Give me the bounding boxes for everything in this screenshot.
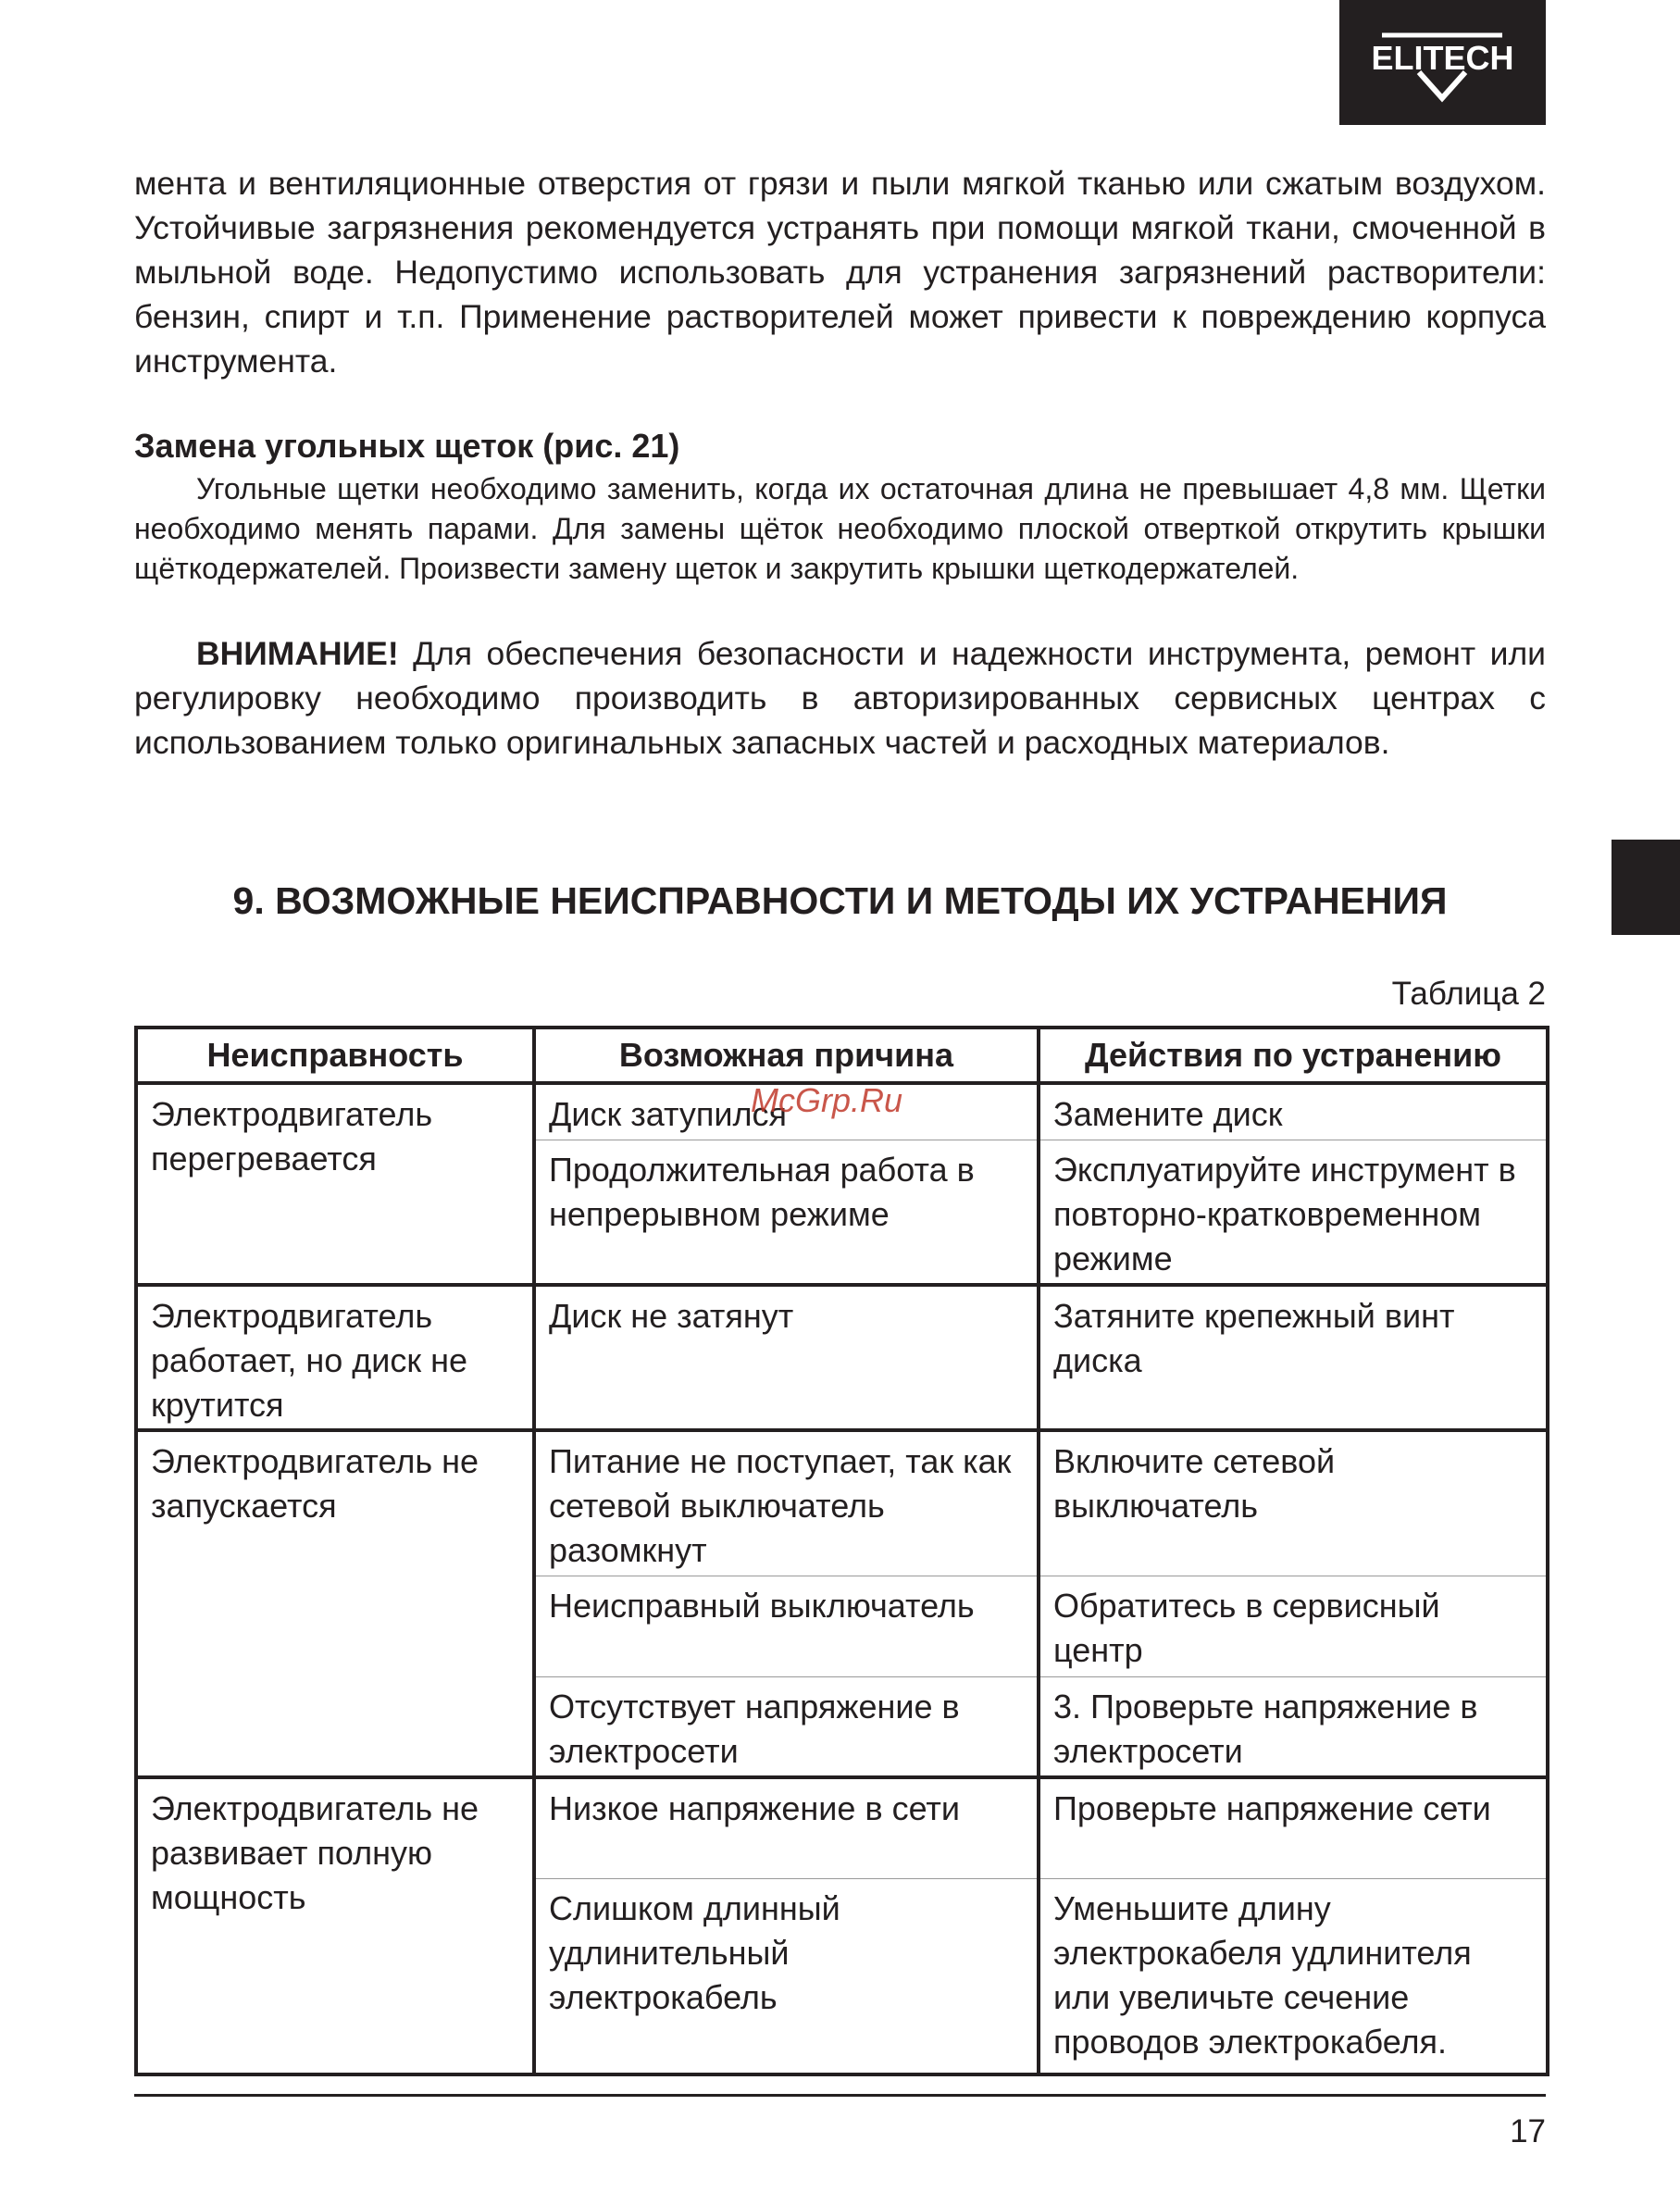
action-cell: Эксплуатируйте инструмент в повторно-кратковременном режиме <box>1039 1140 1548 1285</box>
watermark: McGrp.Ru <box>751 1081 903 1119</box>
fault-cell: Электродвигатель не запускается <box>136 1430 534 1777</box>
cause-cell: Диск затупился <box>534 1083 1039 1140</box>
brushes-text: Угольные щетки необходимо заменить, когда их остаточная длина не превышает 4,8 мм. Щетки необходимо менять парами. Для замены щёток необходимо плоской отверткой открутить крышки щёткодержателей. Произвести замену щеток и закрутить крышки щеткодержателей. <box>134 472 1546 585</box>
header-fault: Неисправность <box>136 1028 534 1083</box>
header-cause: Возможная причина <box>534 1028 1039 1083</box>
footer-divider <box>134 2094 1546 2097</box>
warning-text: Для обеспечения безопасности и надежности инструмента, ремонт или регулировку необходимо производить в авторизированных сервисных центрах с использованием только оригинальных запасных частей и расходных материалов. <box>134 635 1546 761</box>
action-cell: Обратитесь в сервисный центр <box>1039 1576 1548 1676</box>
paragraph-cleaning: мента и вентиляционные отверстия от грязи и пыли мягкой тканью или сжатым воздухом. Устойчивые загрязнения рекомендуется устранять при помощи мягкой ткани, смоченной в мыльной воде. Недопустимо использовать для устранения загрязнений растворители: бензин, спирт и т.п. Применение растворителей может привести к повреждению корпуса инструмента. <box>134 165 1546 380</box>
table-header-row <box>136 1028 1548 1083</box>
warning-paragraph <box>134 631 1546 765</box>
cause-cell: Диск не затянут <box>534 1285 1039 1430</box>
cause-cell: Низкое напряжение в сети <box>534 1777 1039 1878</box>
faults-table <box>134 1026 1549 2076</box>
cause-cell: Отсутствует напряжение в электросети <box>534 1676 1039 1777</box>
brushes-paragraph <box>134 469 1546 589</box>
action-cell: 3. Проверьте напряжение в электросети <box>1039 1676 1548 1777</box>
action-cell: Включите сетевой выключатель <box>1039 1430 1548 1576</box>
cause-cell: Неисправный выключатель <box>534 1576 1039 1676</box>
brand-logo <box>1339 0 1546 125</box>
warning-label: ВНИМАНИЕ! <box>196 635 399 672</box>
side-tab-marker <box>1612 840 1680 935</box>
brushes-heading: Замена угольных щеток (рис. 21) <box>134 427 680 465</box>
table-row <box>136 1430 1548 1576</box>
table-label: Таблица 2 <box>1391 976 1546 1012</box>
fault-cell: Электродвигатель перегревается <box>136 1083 534 1285</box>
cause-cell: Продолжительная работа в непрерывном режиме <box>534 1140 1039 1285</box>
header-action: Действия по устранению <box>1039 1028 1548 1083</box>
fault-cell: Электродвигатель работает, но диск не крутится <box>136 1285 534 1430</box>
action-cell: Проверьте напряжение сети <box>1039 1777 1548 1878</box>
table-row <box>136 1285 1548 1430</box>
action-cell: Замените диск <box>1039 1083 1548 1140</box>
page-number: 17 <box>1510 2113 1546 2149</box>
fault-cell: Электродвигатель не развивает полную мощность <box>136 1777 534 2074</box>
table-row <box>136 1777 1548 1878</box>
action-cell: Уменьшите длину электрокабеля удлинителя или увеличьте сечение проводов электрокабеля. <box>1039 1878 1548 2074</box>
section-title: 9. ВОЗМОЖНЫЕ НЕИСПРАВНОСТИ И МЕТОДЫ ИХ УСТРАНЕНИЯ <box>232 879 1448 922</box>
logo-text: ELITECH <box>1371 39 1514 77</box>
action-cell: Затяните крепежный винт диска <box>1039 1285 1548 1430</box>
cause-cell: Слишком длинный удлинительный электрокабель <box>534 1878 1039 2074</box>
cause-cell: Питание не поступает, так как сетевой выключатель разомкнут <box>534 1430 1039 1576</box>
